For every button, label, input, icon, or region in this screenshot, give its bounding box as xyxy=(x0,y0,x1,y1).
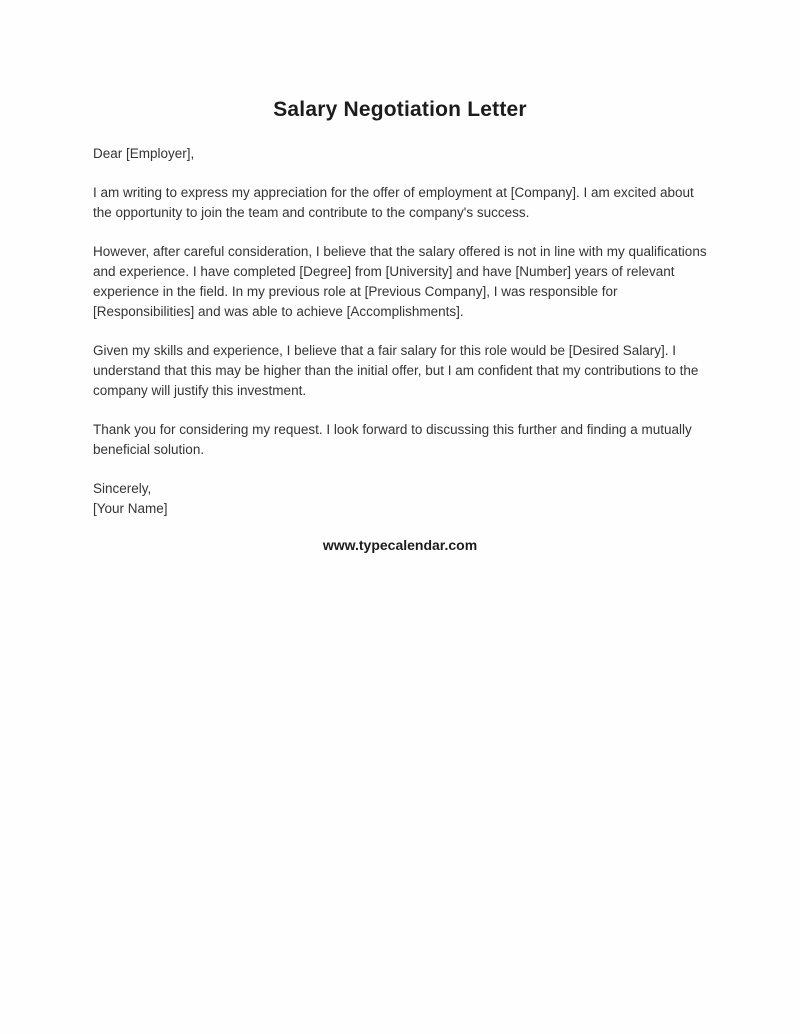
website-footer: www.typecalendar.com xyxy=(322,537,478,553)
letter-body xyxy=(93,144,713,519)
salutation: Dear [Employer], xyxy=(93,146,195,161)
signature-name: [Your Name] xyxy=(93,501,168,516)
paragraph-desired-salary: Given my skills and experience, I believe that a fair salary for this role would be [Desired Salary]. I understand that this may be higher than the initial offer, but I am confident that my contributions to the company will justify this investment. xyxy=(93,343,699,398)
closing: Sincerely, xyxy=(93,481,152,496)
signature-block xyxy=(93,479,713,519)
paragraph-thanks: Thank you for considering my request. I look forward to discussing this further and finding a mutually beneficial solution. xyxy=(93,422,692,457)
paragraph-appreciation: I am writing to express my appreciation for the offer of employment at [Company]. I am excited about the opportunity to join the team and contribute to the company's success. xyxy=(93,185,694,220)
letter-title: Salary Negotiation Letter xyxy=(273,98,527,121)
paragraph-qualifications: However, after careful consideration, I believe that the salary offered is not in line with my qualifications and experience. I have completed [Degree] from [University] and have [Number] years of relevant experience in the field. In my previous role at [Previous Company], I was responsible for [Responsibilities] and was able to achieve [Accomplishments]. xyxy=(93,244,707,319)
